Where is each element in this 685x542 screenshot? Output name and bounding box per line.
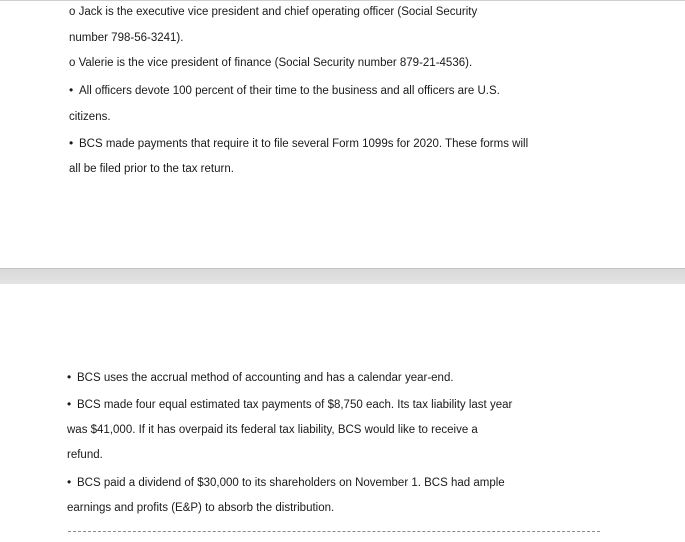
dividend-line-2: earnings and profits (E&P) to absorb the distribution. — [67, 502, 335, 514]
estimated-line-1: BCS made four equal estimated tax payments of $8,750 each. Its tax liability last year — [77, 399, 513, 411]
payments-line-2: all be filed prior to the tax return. — [69, 163, 234, 175]
jack-line-1: o Jack is the executive vice president and chief operating officer (Social Security — [69, 6, 478, 18]
accrual-line: BCS uses the accrual method of accounting and has a calendar year-end. — [77, 372, 454, 384]
valerie-line: o Valerie is the vice president of finance (Social Security number 879-21-4536). — [69, 57, 473, 69]
officers-line-1: All officers devote 100 percent of their time to the business and all officers are U.S. — [79, 85, 500, 97]
officers-bullet-item — [69, 83, 500, 98]
officers-line-2: citizens. — [69, 111, 111, 123]
estimated-bullet-item — [67, 397, 512, 412]
bullet-icon: • — [69, 83, 74, 97]
payments-line-1: BCS made payments that require it to file several Form 1099s for 2020. These forms will — [79, 138, 529, 150]
bullet-icon: • — [67, 370, 72, 384]
dashed-divider — [68, 531, 600, 532]
estimated-line-3: refund. — [67, 449, 103, 461]
accrual-bullet-item — [67, 370, 454, 385]
dividend-line-1: BCS paid a dividend of $30,000 to its shareholders on November 1. BCS had ample — [77, 477, 505, 489]
document-page-1 — [0, 0, 685, 269]
bullet-icon: • — [69, 136, 74, 150]
bullet-icon: • — [67, 475, 72, 489]
dividend-bullet-item — [67, 475, 505, 490]
document-page-2 — [0, 284, 685, 542]
bullet-icon: • — [67, 397, 72, 411]
jack-line-2: number 798-56-3241). — [69, 32, 184, 44]
estimated-line-2: was $41,000. If it has overpaid its federal tax liability, BCS would like to receive a — [67, 424, 478, 436]
payments-bullet-item — [69, 136, 528, 151]
